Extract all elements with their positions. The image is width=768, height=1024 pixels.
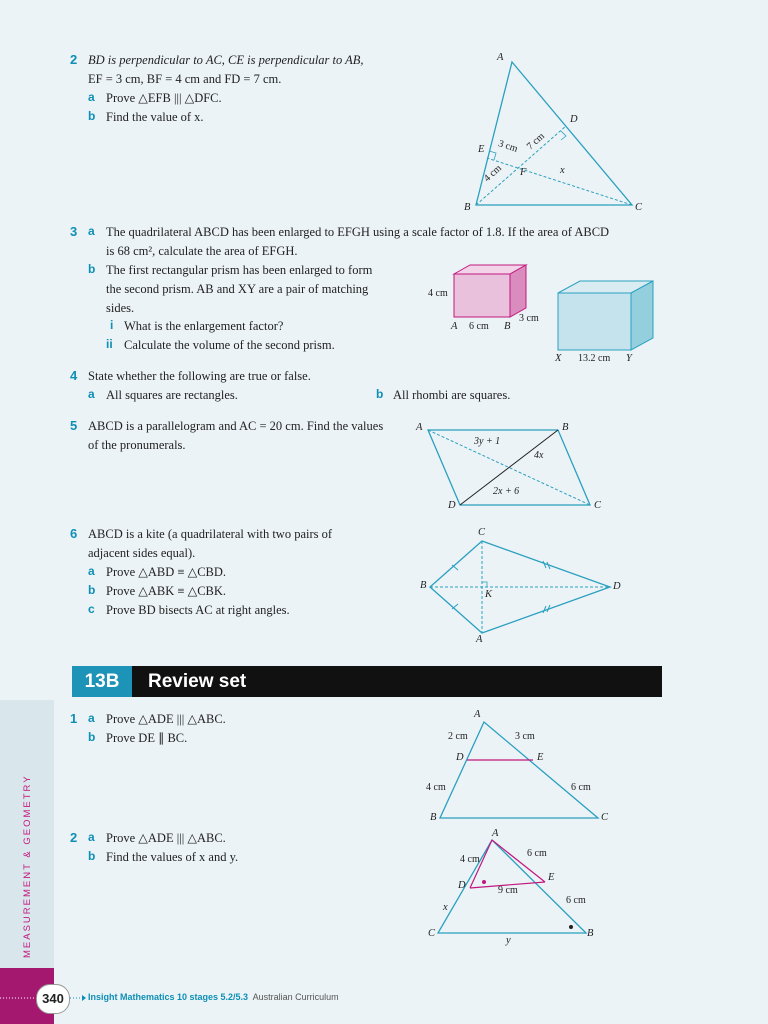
r1-fig-ae: 3 cm xyxy=(515,731,535,742)
q6-number: 6 xyxy=(70,526,78,541)
r2-fig-A: A xyxy=(492,828,499,839)
q2-fig-E: E xyxy=(478,144,485,155)
q6-c-label: c xyxy=(88,602,95,616)
q2-b-label: b xyxy=(88,109,96,123)
q4-a-text: All squares are rectangles. xyxy=(106,388,238,402)
q4-a-label: a xyxy=(88,387,95,401)
q6-a-label: a xyxy=(88,564,95,578)
r2-fig-y: y xyxy=(506,935,511,946)
q2-fig-A: A xyxy=(497,52,504,63)
q2-fig-bf: 4 cm xyxy=(481,162,504,185)
q5-fig-C: C xyxy=(594,500,602,511)
review-q1-a-text: Prove △ADE ||| △ABC. xyxy=(106,712,226,726)
q5-fig-A: A xyxy=(416,422,423,433)
review-q1-a-label: a xyxy=(88,711,95,725)
q3-a-label: a xyxy=(88,224,95,238)
review-q2-b-label: b xyxy=(88,849,96,863)
q3-fig-ab: 6 cm xyxy=(469,321,489,332)
q4-number: 4 xyxy=(70,368,78,383)
q5-fig-3y1: 3y + 1 xyxy=(474,436,501,447)
review-q2-b-text: Find the values of x and y. xyxy=(106,850,239,864)
q6-fig-C: C xyxy=(478,527,486,538)
q6-line1: ABCD is a kite (a quadrilateral with two pairs of xyxy=(88,527,333,541)
q3-b-line2: the second prism. AB and XY are a pair of matching xyxy=(106,282,369,296)
r1-fig-B: B xyxy=(430,812,437,823)
r2-fig-eb: 6 cm xyxy=(566,895,586,906)
q6-line2: adjacent sides equal). xyxy=(88,546,196,560)
book-title: Insight Mathematics 10 stages 5.2/5.3 xyxy=(88,992,249,1002)
r1-fig-ad: 2 cm xyxy=(448,731,468,742)
r1-fig-A: A xyxy=(474,709,481,720)
q6-fig-B: B xyxy=(420,580,427,591)
q2-fig-F: F xyxy=(520,167,527,178)
q2-line2: EF = 3 cm, BF = 4 cm and FD = 7 cm. xyxy=(88,72,282,86)
q3-fig-X: X xyxy=(555,353,562,364)
q6-c-text: Prove BD bisects AC at right angles. xyxy=(106,603,290,617)
r1-fig-ec: 6 cm xyxy=(571,782,591,793)
q6-fig-K: K xyxy=(485,589,493,600)
review-set-code: 13B xyxy=(72,666,132,697)
r1-fig-db: 4 cm xyxy=(426,782,446,793)
r1-fig-C: C xyxy=(601,812,609,823)
r1-fig-E: E xyxy=(537,752,544,763)
q5-fig-B: B xyxy=(562,422,569,433)
review-q2-number: 2 xyxy=(70,830,78,845)
r2-fig-D: D xyxy=(458,880,466,891)
q5-number: 5 xyxy=(70,418,78,433)
q3-ii-text: Calculate the volume of the second prism. xyxy=(124,338,335,352)
strand-label: MEASUREMENT & GEOMETRY xyxy=(22,774,33,958)
q3-b-line3: sides. xyxy=(106,301,135,315)
review-q2-a-label: a xyxy=(88,830,95,844)
q5-line2: of the pronumerals. xyxy=(88,438,186,452)
q3-fig-Y: Y xyxy=(626,353,632,364)
q3-b-label: b xyxy=(88,262,96,276)
q3-fig-A: A xyxy=(451,321,458,332)
r2-fig-x: x xyxy=(443,902,448,913)
r2-fig-C: C xyxy=(428,928,436,939)
q2-b-text: Find the value of x. xyxy=(106,110,204,124)
review-set-title: Review set xyxy=(148,671,247,692)
q3-i-text: What is the enlargement factor? xyxy=(124,319,284,333)
q3-number: 3 xyxy=(70,224,78,239)
review-q1-number: 1 xyxy=(70,711,78,726)
q6-fig-D: D xyxy=(613,581,621,592)
q3-a-line1: The quadrilateral ABCD has been enlarged to EFGH using a scale factor of 1.8. If the area of ABCD xyxy=(106,225,610,239)
q3-i-label: i xyxy=(110,318,114,332)
q3-ii-label: ii xyxy=(106,337,113,351)
q2-line1: BD is perpendicular to AC, CE is perpendicular to AB, xyxy=(88,53,364,67)
q6-b-label: b xyxy=(88,583,96,597)
q2-number: 2 xyxy=(70,52,78,67)
review-q2-a-text: Prove △ADE ||| △ABC. xyxy=(106,831,226,845)
q2-fig-C: C xyxy=(635,202,643,213)
r2-fig-E: E xyxy=(548,872,555,883)
q3-fig-height: 4 cm xyxy=(428,288,448,299)
q2-a-label: a xyxy=(88,90,95,104)
q6-fig-A: A xyxy=(476,634,483,645)
page-number: 340 xyxy=(36,984,70,1014)
q3-fig-xy: 13.2 cm xyxy=(578,353,611,364)
q2-fig-B: B xyxy=(464,202,471,213)
r1-fig-D: D xyxy=(456,752,464,763)
q5-fig-2x6: 2x + 6 xyxy=(493,486,520,497)
q3-fig-B: B xyxy=(504,321,511,332)
r2-fig-B: B xyxy=(587,928,594,939)
q2-fig-ef: 3 cm xyxy=(496,138,519,155)
q5-fig-4x: 4x xyxy=(534,450,544,461)
q4-line1: State whether the following are true or false. xyxy=(88,369,311,383)
q5-fig-D: D xyxy=(448,500,456,511)
q6-b-text: Prove △ABK ≡ △CBK. xyxy=(106,584,227,598)
q3-b-line1: The first rectangular prism has been enlarged to form xyxy=(106,263,373,277)
q3-fig-depth: 3 cm xyxy=(519,313,539,324)
q4-b-label: b xyxy=(376,387,384,401)
q3-a-line2: is 68 cm², calculate the area of EFGH. xyxy=(106,244,298,258)
q2-a-text: Prove △EFB ||| △DFC. xyxy=(106,91,222,105)
r2-fig-ae: 6 cm xyxy=(527,848,547,859)
r2-fig-ad: 4 cm xyxy=(460,854,480,865)
r2-fig-de: 9 cm xyxy=(498,885,518,896)
q2-fig-fd: 7 cm xyxy=(524,130,547,153)
q2-fig-D: D xyxy=(570,114,578,125)
review-q1-b-label: b xyxy=(88,730,96,744)
curriculum-label: Australian Curriculum xyxy=(252,992,339,1002)
q2-fig-x: x xyxy=(560,165,565,176)
q6-a-text: Prove △ABD ≡ △CBD. xyxy=(106,565,227,579)
review-q1-b-text: Prove DE ∥ BC. xyxy=(106,731,188,745)
q4-b-text: All rhombi are squares. xyxy=(393,388,511,402)
q5-line1: ABCD is a parallelogram and AC = 20 cm. Find the values xyxy=(88,419,384,433)
